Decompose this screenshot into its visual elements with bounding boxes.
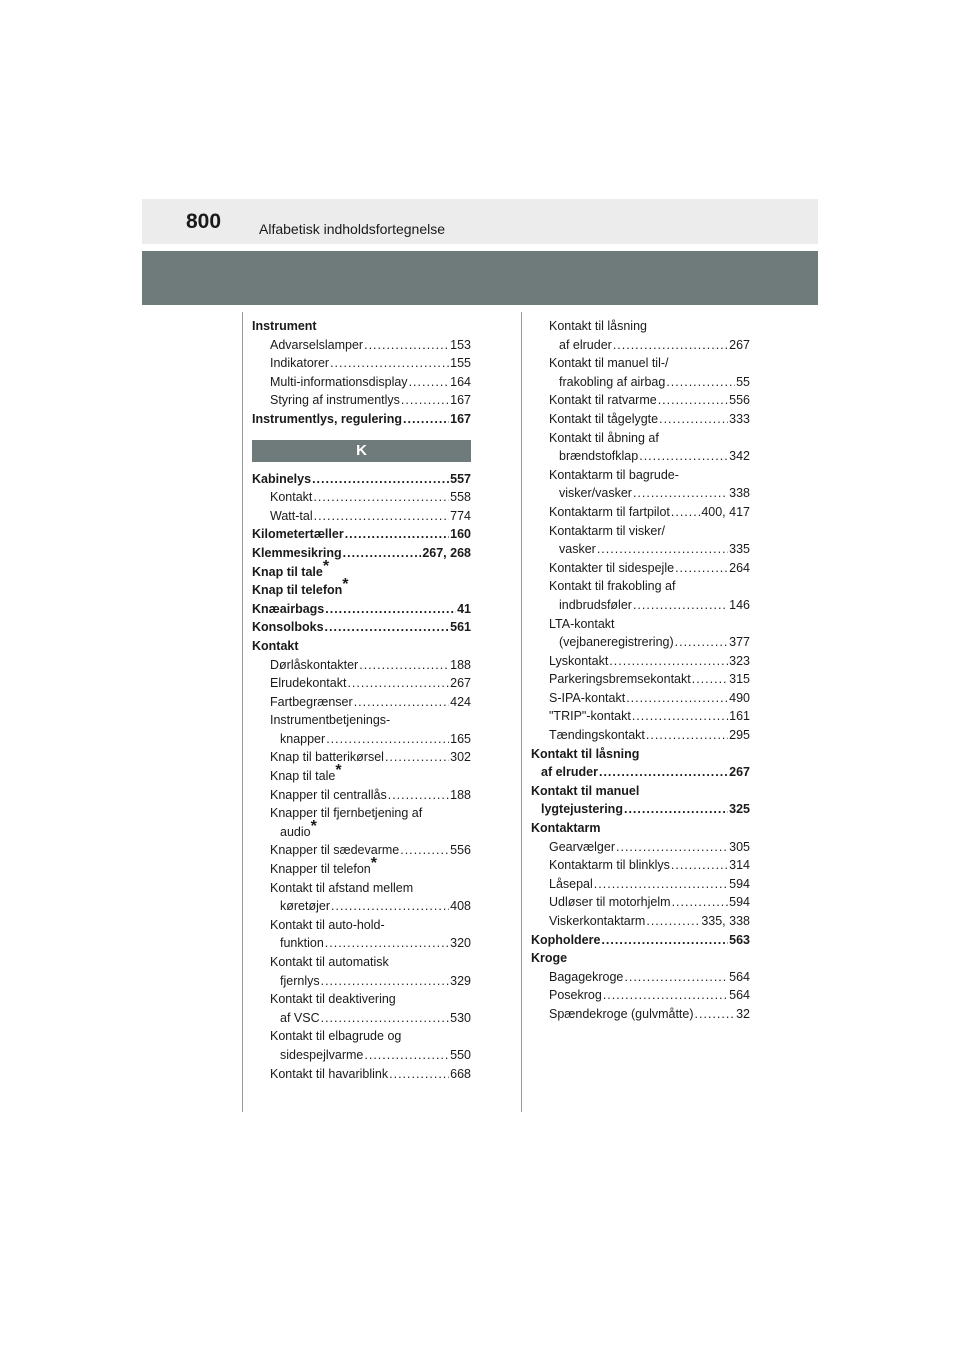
index-entry — [252, 841, 471, 860]
entry-term: Parkeringsbremsekontakt — [549, 672, 691, 687]
index-entry — [531, 763, 750, 782]
index-entry — [252, 786, 471, 805]
entry-term: Klemmesikring — [252, 545, 342, 560]
dot-leader — [389, 1065, 449, 1084]
entry-term: Kontakt til havariblink — [270, 1066, 389, 1081]
entry-page: 335 — [729, 542, 750, 557]
entry-page: 338 — [729, 486, 750, 501]
entry-page: 161 — [729, 709, 750, 724]
dot-leader — [330, 354, 449, 373]
dot-leader — [409, 373, 450, 392]
entry-term: (vejbaneregistrering) — [559, 635, 674, 650]
index-entry — [252, 817, 471, 842]
dot-leader — [321, 1009, 450, 1028]
entry-term: Elrudekontakt — [270, 676, 347, 691]
index-entry — [531, 931, 750, 950]
entry-page: 323 — [729, 653, 750, 668]
index-entry — [252, 748, 471, 767]
entry-term: lygtejustering — [541, 802, 623, 817]
entry-page: 561 — [450, 620, 471, 635]
index-entry — [531, 317, 750, 336]
dot-leader — [364, 336, 449, 355]
page-header — [142, 199, 818, 244]
entry-page: 329 — [450, 973, 471, 988]
dot-leader — [313, 488, 449, 507]
index-entry — [252, 879, 471, 898]
index-entry — [531, 968, 750, 987]
asterisk-mark: * — [342, 576, 349, 594]
column-divider-right — [521, 312, 522, 1112]
entry-term: brændstofklap — [559, 449, 639, 464]
entry-page: 146 — [729, 597, 750, 612]
entry-page: 188 — [450, 787, 471, 802]
entry-term: Tændingskontakt — [549, 728, 645, 743]
column-divider-left — [242, 312, 243, 1112]
entry-term: Knæairbags — [252, 601, 325, 616]
entry-page: 490 — [729, 690, 750, 705]
index-entry — [252, 1065, 471, 1084]
entry-page: 564 — [729, 969, 750, 984]
entry-term: Knap til telefon — [252, 583, 343, 598]
index-entry — [531, 633, 750, 652]
index-entry — [252, 674, 471, 693]
entry-term: Kontakt til manuel — [531, 783, 640, 798]
entry-term: Kontakt til åbning af — [549, 430, 659, 445]
entry-page: 295 — [729, 728, 750, 743]
section-header-k: K — [252, 440, 471, 462]
entry-term: fjernlys — [280, 973, 320, 988]
dot-leader — [343, 544, 422, 563]
dot-leader — [671, 856, 728, 875]
index-entry — [252, 507, 471, 526]
entry-term: Kontaktarm til visker/ — [549, 523, 666, 538]
index-entry — [531, 707, 750, 726]
index-entry — [252, 656, 471, 675]
entry-page: 267 — [729, 337, 750, 352]
entry-term: Advarselslamper — [270, 337, 364, 352]
entry-term: Instrumentlys, regulering — [252, 411, 403, 426]
index-entry — [252, 934, 471, 953]
entry-page: 302 — [450, 750, 471, 765]
entry-term: indbrudsføler — [559, 597, 632, 612]
dot-leader — [359, 656, 449, 675]
dot-leader — [616, 838, 728, 857]
entry-term: Kontakt til låsning — [531, 746, 640, 761]
entry-term: Kontaktarm til blinklys — [549, 858, 670, 873]
entry-page: 400, 417 — [701, 504, 750, 519]
dot-leader — [626, 689, 728, 708]
index-entry — [531, 670, 750, 689]
entry-term: Kontakt til automatisk — [270, 955, 389, 969]
dot-leader — [658, 391, 728, 410]
index-entry — [531, 559, 750, 578]
dot-leader — [354, 693, 449, 712]
index-entry — [531, 875, 750, 894]
entry-term: Kontaktarm — [531, 821, 601, 836]
index-entry — [531, 484, 750, 503]
entry-page: 32 — [736, 1006, 750, 1021]
entry-term: Instrumentbetjenings- — [270, 713, 391, 728]
index-entry — [252, 317, 471, 336]
dot-leader — [364, 1046, 449, 1065]
dot-leader — [624, 968, 728, 987]
index-entry — [531, 986, 750, 1005]
dot-leader — [632, 707, 728, 726]
entry-term: Kabinelys — [252, 471, 312, 486]
entry-term: Kontakt til auto-hold- — [270, 917, 385, 932]
index-entry — [531, 596, 750, 615]
entry-page: 314 — [729, 858, 750, 873]
index-entry — [531, 391, 750, 410]
index-entry — [252, 1027, 471, 1046]
entry-term: Kontakt til låsning — [549, 319, 647, 333]
entry-page: 335, 338 — [701, 914, 750, 928]
entry-term: Knapper til centrallås — [270, 787, 387, 802]
entry-term: Kontakt til deaktivering — [270, 992, 396, 1007]
index-entry — [531, 893, 750, 912]
dot-leader — [331, 897, 449, 916]
index-entry — [252, 1046, 471, 1065]
entry-term: vasker — [559, 542, 596, 557]
index-entry — [531, 838, 750, 857]
dot-leader — [388, 786, 449, 805]
index-entry — [531, 782, 750, 801]
dot-leader — [599, 763, 728, 782]
entry-term: af elruder — [541, 765, 598, 780]
entry-term: Udløser til motorhjelm — [549, 895, 671, 910]
dot-leader — [325, 618, 450, 637]
entry-term: Viskerkontaktarm — [549, 914, 646, 928]
index-list-continued — [531, 317, 750, 1024]
index-entry — [252, 354, 471, 373]
index-entry — [531, 522, 750, 541]
entry-term: Instrument — [252, 319, 317, 333]
entry-term: "TRIP"-kontakt — [549, 709, 631, 724]
index-entry — [252, 557, 471, 582]
entry-term: Kontakt til manuel til-/ — [549, 356, 669, 371]
entry-term: Kontakt — [252, 638, 299, 653]
dot-leader — [326, 730, 449, 749]
index-entry — [531, 856, 750, 875]
index-entry — [531, 429, 750, 448]
entry-term: Kontakt til tågelygte — [549, 411, 659, 426]
index-entry — [252, 693, 471, 712]
index-entry — [252, 1009, 471, 1028]
index-entry — [252, 373, 471, 392]
dot-leader — [633, 484, 728, 503]
entry-page: 267 — [729, 765, 750, 780]
asterisk-mark: * — [322, 557, 330, 575]
entry-page: 556 — [450, 843, 471, 858]
dot-leader — [400, 841, 449, 860]
index-entry — [252, 897, 471, 916]
entry-page: 557 — [450, 471, 471, 486]
entry-term: Låsepal — [549, 876, 593, 891]
entry-term: Knapper til telefon — [270, 862, 371, 877]
dot-leader — [321, 972, 450, 991]
dot-leader — [633, 596, 728, 615]
index-entry — [252, 410, 471, 429]
dot-leader — [401, 391, 449, 410]
entry-term: Kontakt til elbagrude og — [270, 1029, 402, 1044]
dot-leader — [692, 670, 728, 689]
index-entry — [252, 637, 471, 656]
entry-page: 556 — [729, 393, 750, 408]
entry-term: funktion — [280, 936, 324, 951]
index-entry — [252, 953, 471, 972]
entry-page: 165 — [450, 731, 471, 746]
entry-term: Kroge — [531, 951, 568, 966]
index-entry — [252, 391, 471, 410]
dot-leader — [613, 336, 728, 355]
dot-leader — [659, 410, 728, 429]
entry-page: 594 — [729, 876, 750, 891]
entry-term: Knap til tale — [270, 769, 336, 784]
dot-leader — [403, 410, 449, 429]
entry-term: Kontaktarm til bagrude- — [549, 467, 679, 482]
index-list-k — [252, 470, 471, 1084]
entry-page: 155 — [450, 356, 471, 371]
entry-page: 424 — [450, 694, 471, 709]
index-entry — [531, 354, 750, 373]
entry-page: 41 — [457, 601, 471, 616]
dot-leader — [672, 893, 729, 912]
header-band — [142, 251, 818, 305]
entry-term: Gearvælger — [549, 839, 615, 854]
dot-leader — [671, 503, 700, 522]
index-entry — [531, 615, 750, 634]
index-entry — [252, 600, 471, 619]
entry-page: 153 — [450, 337, 471, 352]
index-entry — [252, 525, 471, 544]
index-column-2 — [531, 317, 750, 1024]
entry-page: 550 — [450, 1047, 471, 1062]
dot-leader — [345, 525, 449, 544]
entry-term: Kontakter til sidespejle — [549, 560, 675, 575]
index-entry — [252, 990, 471, 1009]
entry-term: Kontakt til afstand mellem — [270, 880, 414, 895]
index-entry — [531, 819, 750, 838]
index-entry — [531, 800, 750, 819]
index-entry — [252, 711, 471, 730]
entry-page: 668 — [450, 1066, 471, 1081]
dot-leader — [385, 748, 449, 767]
dot-leader — [597, 540, 728, 559]
entry-page: 408 — [450, 899, 471, 914]
entry-term: af elruder — [559, 337, 612, 352]
entry-term: Posekrog — [549, 988, 602, 1003]
entry-page: 264 — [729, 560, 750, 575]
dot-leader — [695, 1005, 736, 1024]
entry-term: Knap til batterikørsel — [270, 750, 384, 765]
entry-term: Lyskontakt — [549, 653, 609, 668]
entry-page: 267 — [450, 676, 471, 691]
index-entry — [252, 855, 471, 879]
entry-term: Kontakt til ratvarme — [549, 393, 657, 408]
entry-page: 315 — [729, 672, 750, 687]
entry-term: Knapper til sædevarme — [270, 843, 400, 858]
entry-term: Fartbegrænser — [270, 694, 353, 709]
dot-leader — [624, 800, 728, 819]
index-entry — [531, 336, 750, 355]
dot-leader — [314, 507, 450, 526]
index-entry — [531, 912, 750, 931]
entry-page: 342 — [729, 449, 750, 464]
index-column-1 — [252, 317, 471, 1083]
index-entry — [252, 730, 471, 749]
entry-term: frakobling af airbag — [559, 374, 666, 389]
dot-leader — [675, 633, 729, 652]
dot-leader — [325, 934, 449, 953]
entry-term: Knap til tale — [252, 564, 323, 579]
dot-leader — [312, 470, 449, 489]
entry-term: Kontakt — [270, 490, 313, 505]
dot-leader — [675, 559, 728, 578]
entry-page: 267, 268 — [422, 545, 471, 560]
entry-term: køretøjer — [280, 899, 330, 914]
asterisk-mark: * — [310, 817, 317, 835]
entry-term: Dørlåskontakter — [270, 657, 359, 672]
entry-page: 55 — [736, 374, 750, 389]
entry-page: 325 — [729, 802, 750, 817]
dot-leader — [609, 652, 728, 671]
entry-term: Knapper til fjernbetjening af — [270, 806, 423, 821]
index-entry — [252, 470, 471, 489]
index-entry — [252, 762, 471, 786]
entry-page: 558 — [450, 490, 471, 505]
entry-page: 564 — [729, 988, 750, 1003]
index-entry — [531, 577, 750, 596]
index-entry — [531, 689, 750, 708]
entry-page: 377 — [729, 635, 750, 650]
dot-leader — [646, 726, 728, 745]
index-entry — [531, 410, 750, 429]
dot-leader — [594, 875, 728, 894]
entry-term: S-IPA-kontakt — [549, 690, 626, 705]
entry-page: 563 — [729, 932, 750, 947]
entry-page: 774 — [450, 508, 471, 523]
entry-term: Spændekroge (gulvmåtte) — [549, 1006, 694, 1021]
dot-leader — [325, 600, 456, 619]
index-entry — [252, 618, 471, 637]
entry-term: af VSC — [280, 1010, 320, 1025]
index-list-instrument — [252, 317, 471, 429]
index-entry — [531, 373, 750, 392]
entry-term: audio — [280, 824, 311, 839]
index-entry — [252, 336, 471, 355]
dot-leader — [639, 447, 728, 466]
page-title: Alfabetisk indholdsfortegnelse — [259, 221, 446, 237]
dot-leader — [603, 986, 728, 1005]
entry-term: Watt-tal — [270, 508, 313, 523]
entry-term: Konsolboks — [252, 620, 324, 635]
page-number: 800 — [186, 210, 222, 233]
index-entry — [252, 972, 471, 991]
entry-term: Kopholdere — [531, 932, 601, 947]
index-entry — [531, 540, 750, 559]
entry-term: sidespejlvarme — [280, 1047, 364, 1062]
entry-page: 167 — [450, 411, 471, 426]
entry-page: 320 — [450, 936, 471, 951]
index-entry — [531, 726, 750, 745]
index-entry — [531, 447, 750, 466]
index-entry — [531, 652, 750, 671]
index-entry — [252, 804, 471, 823]
entry-term: LTA-kontakt — [549, 616, 615, 631]
entry-page: 164 — [450, 374, 471, 389]
entry-page: 530 — [450, 1010, 471, 1025]
entry-term: Kontaktarm til fartpilot — [549, 504, 670, 519]
index-entry — [531, 949, 750, 968]
index-entry — [252, 488, 471, 507]
index-entry — [531, 1005, 750, 1024]
entry-page: 333 — [729, 411, 750, 426]
entry-page: 167 — [450, 393, 471, 408]
entry-page: 594 — [729, 895, 750, 910]
entry-term: knapper — [280, 731, 326, 746]
index-entry — [252, 576, 471, 600]
dot-leader — [666, 373, 735, 392]
entry-page: 188 — [450, 657, 471, 672]
entry-term: Multi-informationsdisplay — [270, 374, 408, 389]
index-entry — [252, 544, 471, 563]
index-entry — [531, 745, 750, 764]
index-entry — [531, 503, 750, 522]
entry-term: Kontakt til frakobling af — [549, 579, 676, 594]
entry-term: Indikatorer — [270, 356, 330, 371]
entry-term: visker/vasker — [559, 486, 632, 501]
index-entry — [252, 916, 471, 935]
dot-leader — [646, 912, 700, 931]
asterisk-mark: * — [335, 762, 342, 780]
asterisk-mark: * — [370, 855, 377, 873]
entry-page: 305 — [729, 839, 750, 854]
entry-term: Kilometertæller — [252, 527, 344, 542]
entry-term: Bagagekroge — [549, 969, 624, 984]
index-entry — [531, 466, 750, 485]
entry-term: Styring af instrumentlys — [270, 393, 400, 408]
dot-leader — [347, 674, 449, 693]
entry-page: 160 — [450, 527, 471, 542]
dot-leader — [601, 931, 728, 950]
